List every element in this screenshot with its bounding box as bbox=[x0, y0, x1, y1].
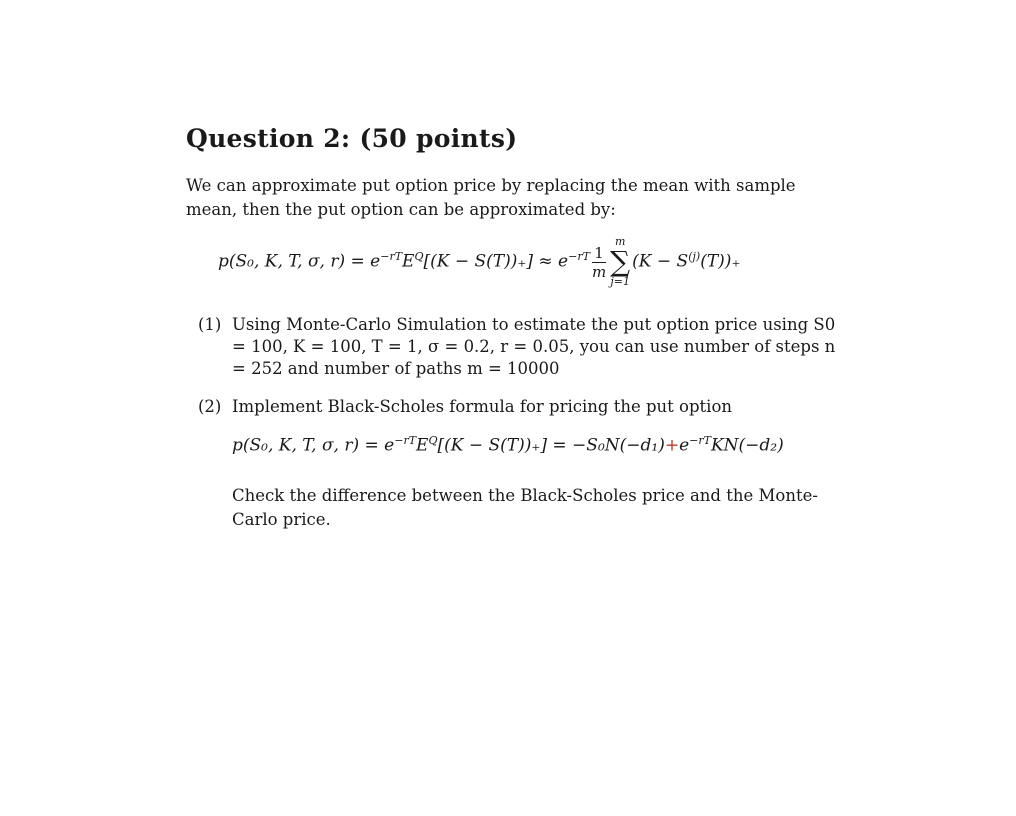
list-item-1 bbox=[198, 314, 838, 380]
mc-summation bbox=[610, 236, 630, 288]
sum-lower: j=1 bbox=[610, 275, 630, 288]
bs-formula bbox=[232, 434, 784, 456]
bs-expectation: E bbox=[416, 435, 429, 456]
mc-fraction bbox=[592, 244, 606, 281]
mc-formula bbox=[218, 236, 740, 288]
item-2-label: (2) bbox=[198, 397, 222, 416]
mc-tail-end: (T))₊ bbox=[700, 251, 741, 272]
mc-measure-q: Q bbox=[414, 249, 424, 263]
bs-end: KN(−d₂) bbox=[710, 435, 784, 456]
mc-exp2: −rT bbox=[568, 249, 590, 263]
bs-put-term: [(K − S(T))₊] = −S₀N(−d₁) bbox=[437, 435, 665, 456]
bs-e: e bbox=[679, 435, 690, 456]
mc-frac-num: 1 bbox=[592, 244, 606, 263]
bs-plus-sign: + bbox=[664, 435, 680, 456]
bs-measure-q: Q bbox=[428, 434, 438, 447]
list-item-2 bbox=[198, 396, 838, 418]
sum-sign: ∑ bbox=[610, 245, 631, 278]
question-title: Question 2: (50 points) bbox=[186, 124, 518, 153]
mc-tail-sup: (j) bbox=[688, 249, 701, 263]
closing-paragraph: Check the difference between the Black-Scholes price and the Monte-Carlo price. bbox=[232, 486, 818, 529]
item-1-text: Using Monte-Carlo Simulation to estimate the put option price using S0 = 100, K = 100, T = 1, σ = 0.2, r = 0.05, you can use number of steps n = 252 and number of paths m = 10000 bbox=[232, 315, 836, 378]
intro-paragraph: We can approximate put option price by replacing the mean with sample mean, then the put option can be approximated by: bbox=[186, 176, 796, 219]
mc-payoff: [(K − S(T))₊] ≈ e bbox=[423, 251, 569, 272]
mc-tail: (K − S bbox=[632, 251, 689, 272]
sum-upper: m bbox=[614, 235, 626, 248]
item-1-label: (1) bbox=[198, 315, 222, 334]
mc-lhs: p(S₀, K, T, σ, r) = e bbox=[218, 251, 381, 272]
mc-exp1: −rT bbox=[380, 249, 403, 263]
bs-exp2: −rT bbox=[689, 434, 711, 447]
mc-expectation: E bbox=[402, 251, 415, 272]
item-2-text: Implement Black-Scholes formula for pricing the put option bbox=[232, 397, 733, 416]
bs-lhs: p(S₀, K, T, σ, r) = e bbox=[232, 435, 395, 456]
bs-exp1: −rT bbox=[394, 434, 417, 447]
mc-frac-den: m bbox=[591, 262, 607, 281]
